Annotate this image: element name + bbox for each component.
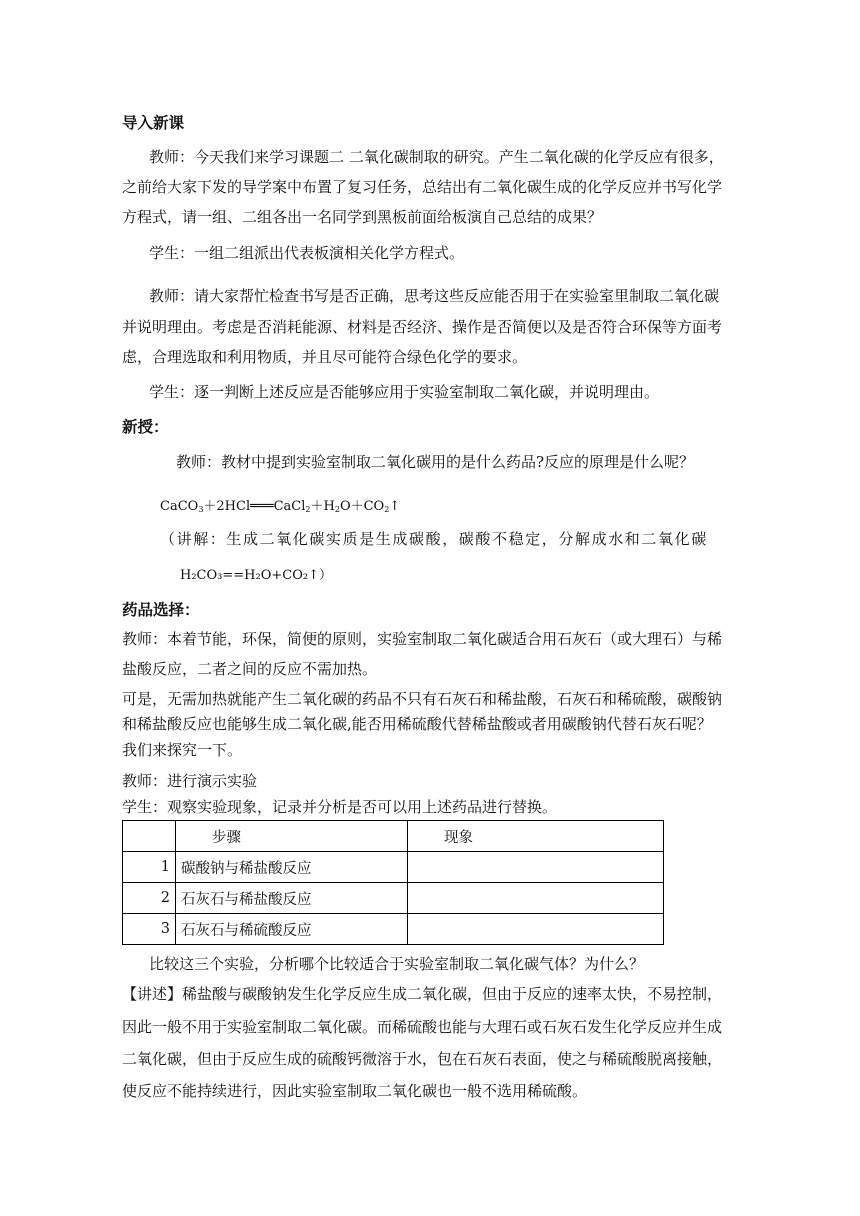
lecture-line-2: 因此一般不用于实验室制取二氧化碳。而稀硫酸也能与大理石或石灰石发生化学反应并生成	[122, 1018, 723, 1036]
reaction-equation: $CaCO_3+2HCl═══CaCl_2+H_2O+CO_2↑$	[160, 499, 401, 514]
table-header-cell: 现象	[408, 821, 664, 852]
table-row	[123, 852, 664, 883]
compare-question: 比较这三个实验，分析哪个比较适合于实验室制取二氧化碳气体？为什么？	[149, 955, 645, 973]
new-lesson-heading: 新授：	[122, 418, 169, 436]
drug-line-7: 学生：观察实验现象，记录并分析是否可以用上述药品进行替换。	[122, 798, 558, 816]
intro-paragraph-1-line-2: 之前给大家下发的导学案中布置了复习任务，总结出有二氧化碳生成的化学反应并书写化学	[122, 178, 723, 196]
drug-line-4: 和稀盐酸反应也能够生成二氧化碳,能否用稀硫酸代替稀盐酸或者用碳酸钠代替石灰石呢？	[122, 715, 712, 733]
drug-line-6: 教师：进行演示实验	[122, 772, 258, 790]
table-cell-number: 1	[123, 852, 176, 883]
table-cell-phenomenon	[408, 852, 664, 883]
intro-paragraph-2: 学生：一组二组派出代表板演相关化学方程式。	[149, 244, 465, 262]
table-cell-phenomenon	[408, 883, 664, 914]
intro-paragraph-3-line-3: 虑，合理选取和利用物质，并且尽可能符合绿色化学的要求。	[122, 348, 528, 366]
intro-heading: 导入新课	[122, 114, 185, 132]
drug-selection-heading: 药品选择：	[122, 601, 200, 619]
table-cell-step: 石灰石与稀盐酸反应	[176, 883, 408, 914]
table-cell-step: 石灰石与稀硫酸反应	[176, 914, 408, 945]
table-cell-step: 碳酸钠与稀盐酸反应	[176, 852, 408, 883]
lecture-line-3: 二氧化碳，但由于反应生成的硫酸钙微溶于水，包在石灰石表面，使之与稀硫酸脱离接触，	[122, 1050, 723, 1068]
explanation-line-2: H₂CO₃==H₂O+CO₂↑）	[180, 568, 332, 583]
explanation-line-1: （讲解：生成二氧化碳实质是生成碳酸，碳酸不稳定，分解成水和二氧化碳	[160, 530, 708, 548]
drug-line-2: 盐酸反应，二者之间的反应不需加热。	[122, 660, 378, 678]
intro-paragraph-3-line-1: 教师：请大家帮忙检查书写是否正确，思考这些反应能否用于在实验室里制取二氧化碳	[149, 287, 720, 305]
experiment-table	[122, 820, 664, 945]
table-cell-number: 2	[123, 883, 176, 914]
intro-paragraph-3-line-2: 并说明理由。考虑是否消耗能源、材料是否经济、操作是否简便以及是否符合环保等方面考	[122, 318, 723, 336]
intro-paragraph-1-line-3: 方程式，请一组、二组各出一名同学到黑板前面给板演自己总结的成果？	[122, 208, 603, 226]
table-header-row	[123, 821, 664, 852]
drug-line-3: 可是，无需加热就能产生二氧化碳的药品不只有石灰石和稀盐酸，石灰石和稀硫酸，碳酸钠	[122, 690, 723, 708]
lecture-line-1: 【讲述】稀盐酸与碳酸钠发生化学反应生成二氧化碳，但由于反应的速率太快，不易控制，	[122, 985, 723, 1003]
drug-line-5: 我们来探究一下。	[122, 741, 243, 759]
table-row	[123, 883, 664, 914]
intro-paragraph-4: 学生：逐一判断上述反应是否能够应用于实验室制取二氧化碳，并说明理由。	[149, 383, 660, 401]
table-cell-number: 3	[123, 914, 176, 945]
teacher-question: 教师：教材中提到实验室制取二氧化碳用的是什么药品?反应的原理是什么呢？	[176, 453, 695, 471]
intro-paragraph-1-line-1: 教师：今天我们来学习课题二 二氧化碳制取的研究。产生二氧化碳的化学反应有很多，	[149, 148, 724, 166]
table-header-cell	[123, 821, 176, 852]
table-header-cell: 步骤	[176, 821, 408, 852]
lecture-line-4: 使反应不能持续进行，因此实验室制取二氧化碳也一般不选用稀硫酸。	[122, 1082, 588, 1100]
drug-line-1: 教师：本着节能，环保，简便的原则，实验室制取二氧化碳适合用石灰石（或大理石）与稀	[122, 630, 723, 648]
table-row	[123, 914, 664, 945]
table-cell-phenomenon	[408, 914, 664, 945]
